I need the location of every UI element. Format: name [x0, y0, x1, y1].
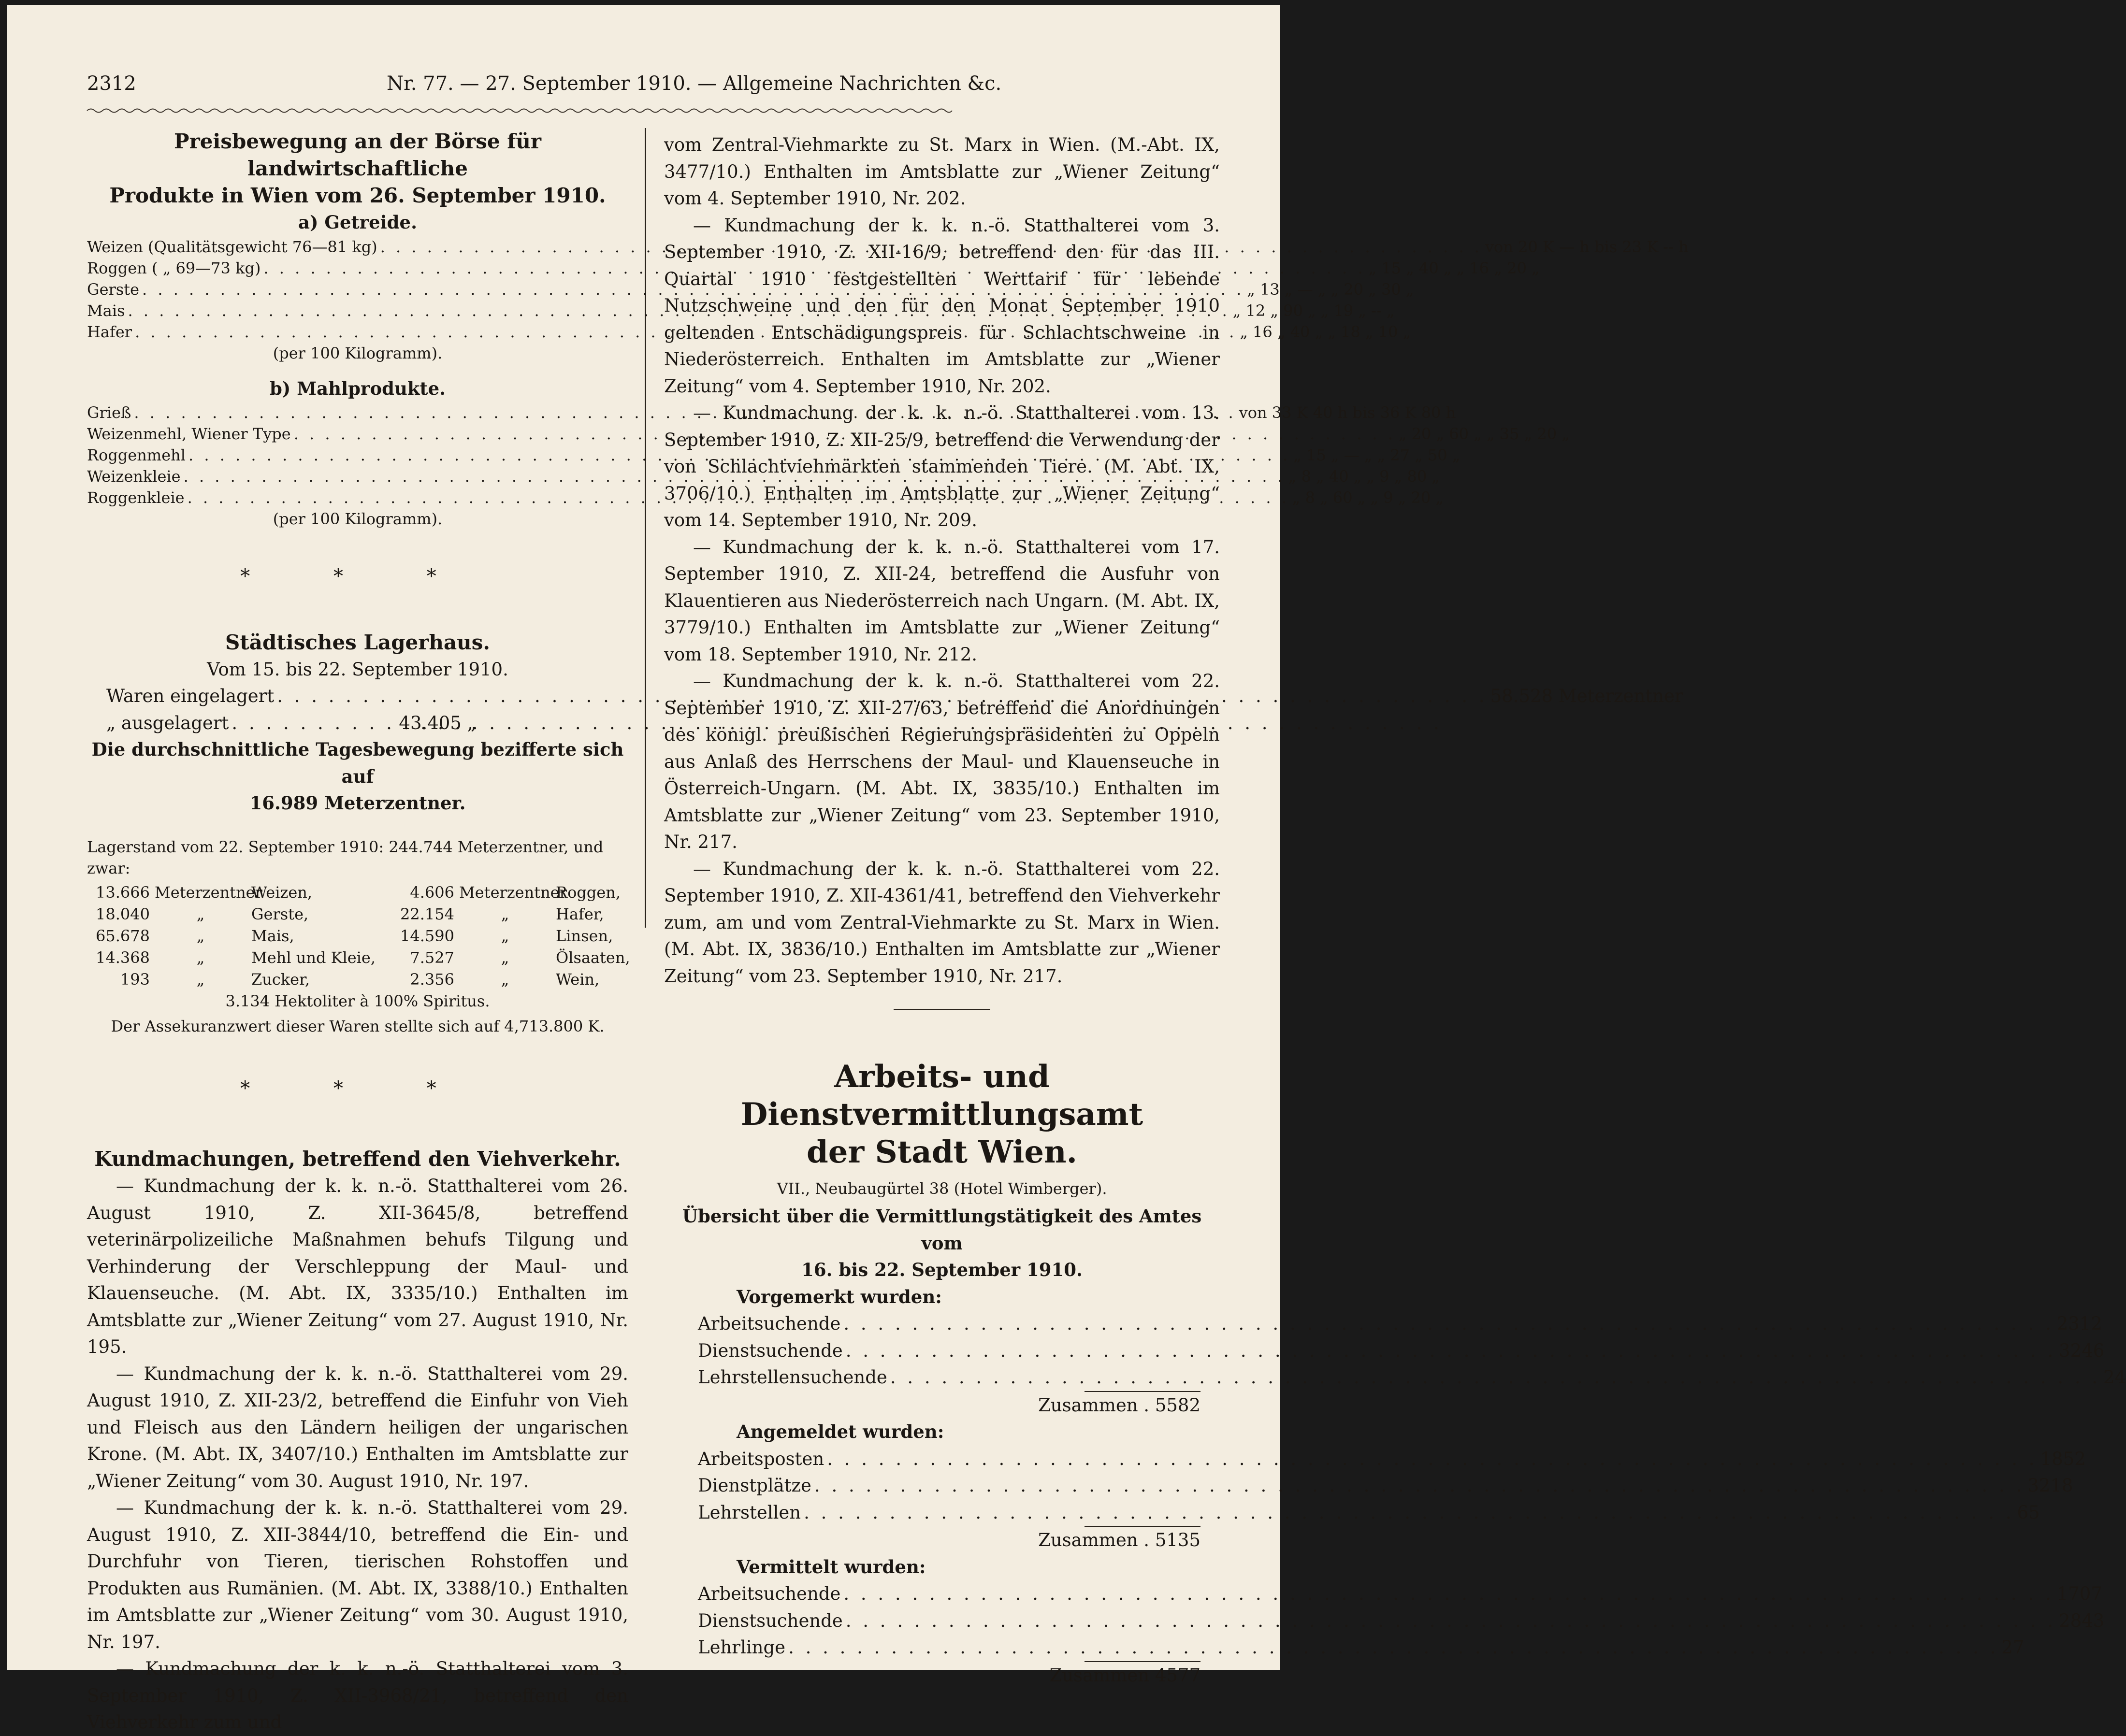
- vieh-paragraphs-right: [664, 131, 1220, 990]
- overview-line1: Übersicht über die Vermittlungstätigkeit des Amtes vom: [682, 1205, 1202, 1254]
- list-item: [87, 487, 1444, 508]
- table-cell: 22.154: [400, 904, 454, 923]
- lagerhaus-period: Vom 15. bis 22. September 1910.: [207, 659, 508, 680]
- amt-group: [698, 1284, 2126, 1419]
- item-value: 3218: [2027, 1475, 2073, 1496]
- table-cell: 4.606: [410, 883, 454, 902]
- list-item: [698, 1580, 2102, 1607]
- lagerhaus-title: Städtisches Lagerhaus.: [225, 630, 490, 654]
- table-cell: Zucker,: [251, 970, 310, 989]
- list-item: [87, 423, 1570, 445]
- item-value: „ 15 „ — „ „ 27 „ 50 „: [1293, 446, 1461, 464]
- table-cell: Mais,: [251, 926, 294, 945]
- table-cell: Wein,: [556, 970, 600, 989]
- item-label: Roggenkleie: [87, 488, 185, 507]
- table-cell: Weizen,: [251, 883, 313, 902]
- item-label: Dienstsuchende: [698, 1610, 843, 1631]
- amt-groups: [664, 1284, 2126, 1689]
- item-label: Roggen ( „ 69—73 kg): [87, 258, 261, 277]
- list-item: [698, 1634, 2025, 1661]
- amt-group: [698, 1554, 2105, 1689]
- item-value: 1852: [2040, 1448, 2086, 1469]
- paragraph: — Kundmachung der k. k. n.-ö. Statthalterei vom 3. September 1910, Z. XII-16/9, betreffend den für das III. Quartal 1910 festgestellten Werttarif für lebende Nutzschweine und den für den Monat September 1910 geltenden Entschädigungspreis für Schlachtschweine in Niederösterreich. Enthalten im Amtsblatte zur „Wiener Zeitung“ vom 4. September 1910, Nr. 202.: [664, 215, 1220, 397]
- paragraph: — Kundmachung der k. k. n.-ö. Statthalterei vom 26. August 1910, Z. XII-3645/8, betreffend veterinärpolizeiliche Maßnahmen behufs Tilgung und Verhinderung der Verschleppung der Maul- und Klauenseuche. (M. Abt. IX, 3335/10.) Enthalten im Amtsblatte zur „Wiener Zeitung“ vom 27. August 1910, Nr. 195.: [87, 1176, 628, 1357]
- table-cell: „: [501, 926, 509, 945]
- page-header: [87, 72, 1246, 101]
- boerse-sub-b: b) Mahlprodukte.: [269, 377, 446, 399]
- table-cell: „: [501, 970, 509, 989]
- item-value: „ 13 „ — „ „ 20 „ 30 „: [1247, 280, 1414, 299]
- item-label: Weizen (Qualitätsgewicht 76—81 kg): [87, 237, 377, 256]
- item-value: 1707: [2056, 1583, 2102, 1604]
- table-cell: Meterzentner: [155, 883, 262, 902]
- item-label: Weizenkleie: [87, 467, 181, 486]
- group-heading: Vermittelt wurden:: [737, 1556, 926, 1578]
- table-cell: Linsen,: [556, 926, 613, 945]
- item-value: „ 15 „ 40 „ „ 16 „ 20 „: [1368, 258, 1540, 277]
- item-label: Lehrstellen: [698, 1502, 801, 1523]
- amt-address: VII., Neubaugürtel 38 (Hotel Wimberger).: [777, 1179, 1107, 1198]
- table-cell: 193: [120, 970, 150, 989]
- spiritus-line: 3.134 Hektoliter à 100% Spiritus.: [225, 991, 490, 1010]
- table-cell: 18.040: [96, 904, 150, 923]
- table-cell: „: [501, 904, 509, 923]
- paragraph: — Kundmachung der k. k. n.-ö. Statthalterei vom 13. September 1910, Z. XII-25/9, betreffend die Verwendung der von Schlachtviehmärkten stammenden Tiere. (M. Abt. IX, 3706/10.) Enthalten im Amtsblatte zur „Wiener Zeitung“ vom 14. September 1910, Nr. 209.: [664, 402, 1220, 531]
- list-item: [698, 1364, 2126, 1391]
- list-item: [87, 279, 1414, 300]
- group-total: Zusammen . 5135: [1038, 1530, 1200, 1550]
- boerse-title-line2: Produkte in Wien vom 26. September 1910.: [109, 184, 606, 207]
- list-item: [698, 1310, 2102, 1337]
- item-value: 24: [2103, 1367, 2126, 1388]
- list-item: [698, 1499, 2040, 1526]
- item-value: „ 8 „ 40 „ „ 9 „ 80 „: [1288, 467, 1440, 486]
- item-value: 2312: [2056, 1313, 2102, 1334]
- table-cell: 7.527: [410, 948, 454, 967]
- vieh-paragraphs-left: [87, 1173, 628, 1736]
- paragraph: — Kundmachung der k. k. n.-ö. Statthalterei vom 29. August 1910, Z. XII-23/2, betreffend die Einfuhr von Vieh und Fleisch aus den Ländern heiligen der ungarischen Krone. (M. Abt. IX, 3407/10.) Enthalten im Amtsblatte zur „Wiener Zeitung“ vom 30. August 1910, Nr. 197.: [87, 1363, 628, 1492]
- item-label: Arbeitsuchende: [698, 1313, 841, 1334]
- table-cell: Gerste,: [251, 904, 309, 923]
- group-heading: Angemeldet wurden:: [737, 1421, 944, 1442]
- item-label: Grieß: [87, 403, 131, 422]
- header-wavy-rule: [87, 107, 952, 114]
- avg-line1: Die durchschnittliche Tagesbewegung bezifferte sich auf: [91, 739, 624, 787]
- item-value: 65: [2017, 1502, 2040, 1523]
- table-cell: Ölsaaten,: [556, 948, 630, 967]
- item-label: Gerste: [87, 280, 140, 299]
- overview-line2: 16. bis 22. September 1910.: [801, 1259, 1083, 1280]
- list-item: [87, 236, 1689, 258]
- item-value: 2843: [2059, 1610, 2105, 1631]
- paragraph: vom Zentral-Viehmarkte zu St. Marx in Wien. (M.-Abt. IX, 3477/10.) Enthalten im Amtsblatte zur „Wiener Zeitung“ vom 4. September 1910, Nr. 202.: [664, 134, 1220, 209]
- item-label: Arbeitsuchende: [698, 1583, 841, 1604]
- group-total: Zusammen 4577: [1049, 1664, 1200, 1686]
- item-label: Waren eingelagert: [106, 686, 275, 706]
- per-unit-a: (per 100 Kilogramm).: [273, 344, 443, 362]
- item-label: Mais: [87, 301, 125, 320]
- item-label: Roggenmehl: [87, 446, 186, 464]
- list-item: [698, 1337, 2105, 1364]
- assekuranz-line: Der Assekuranzwert dieser Waren stellte sich auf 4,713.800 K.: [111, 1017, 605, 1035]
- table-cell: 14.590: [400, 926, 454, 945]
- newspaper-page: [7, 5, 2126, 1733]
- item-value: „ 12 „ 90 „ „ 19 „ -- „: [1232, 301, 1395, 320]
- table-cell: „: [196, 948, 205, 967]
- lagerstand: Lagerstand vom 22. September 1910: 244.744 Meterzentner, und zwar:: [87, 837, 604, 877]
- lagerstand-table: [87, 882, 628, 990]
- list-item: [87, 445, 1461, 466]
- list-item: [87, 258, 1540, 279]
- header-title: Nr. 77. — 27. September 1910. — Allgemeine Nachrichten &c.: [387, 72, 1002, 95]
- item-label: Lehrstellensuchende: [698, 1367, 887, 1388]
- item-label: „ ausgelagert: [106, 712, 229, 733]
- item-value: 27: [2001, 1637, 2025, 1658]
- item-value: 43.405 „: [399, 712, 477, 733]
- page-number: 2312: [87, 72, 136, 95]
- paragraph: — Kundmachung der k. k. n.-ö. Statthalterei vom 22. September 1910, Z. XII-27/63, betreffend die Anordnungen des königl. preußischen Regierungspräsidenten zu Oppeln aus Anlaß des Herrschens der Maul- und Klauenseuche in Österreich-Ungarn. (M. Abt. IX, 3835/10.) Enthalten im Amtsblatte zur „Wiener Zeitung“ vom 23. September 1910, Nr. 217.: [664, 671, 1220, 852]
- amt-group: [698, 1419, 2086, 1554]
- section-stars: * * *: [240, 565, 475, 588]
- table-cell: Meterzentner: [459, 883, 567, 902]
- paragraph: — Kundmachung der k. k. n.-ö. Statthalterei vom 22. September 1910, Z. XII-4361/41, betreffend den Viehverkehr zum, am und vom Zentral-Viehmarkte zu St. Marx in Wien. (M. Abt. IX, 3836/10.) Enthalten im Amtsblatte zur „Wiener Zeitung“ vom 23. September 1910, Nr. 217.: [664, 858, 1220, 987]
- lagerhaus-rows: [87, 683, 1683, 736]
- list-item: [87, 466, 1440, 487]
- table-cell: 2.356: [410, 970, 454, 989]
- amt-title-line2: der Stadt Wien.: [807, 1134, 1077, 1170]
- vieh-title: Kundmachungen, betreffend den Viehverkehr.: [94, 1147, 621, 1171]
- item-value: „ 8 „ 60 „ „ 9 „ 20 „: [1292, 488, 1444, 507]
- table-cell: „: [196, 970, 205, 989]
- item-value: „ 20 „ 60 „ „ 35 „ 20 „: [1398, 425, 1570, 443]
- item-value: 58.528 Meterzentner: [1490, 686, 1683, 706]
- item-label: Hafer: [87, 322, 132, 341]
- list-item: [698, 1472, 2073, 1499]
- boerse-title-line1: Preisbewegung an der Börse für landwirtschaftliche: [174, 129, 541, 180]
- table-cell: 13.666: [96, 883, 150, 902]
- list-item: [106, 710, 628, 737]
- table-cell: Hafer,: [556, 904, 604, 923]
- item-value: 3246: [2059, 1340, 2105, 1361]
- item-label: Arbeitsposten: [698, 1448, 824, 1469]
- table-cell: „: [196, 904, 205, 923]
- amt-title-line1: Arbeits- und Dienstvermittlungsamt: [740, 1059, 1143, 1133]
- list-item: [87, 402, 1456, 423]
- table-cell: „: [196, 926, 205, 945]
- item-value: von 20 K — h bis 23 K -- h: [1485, 237, 1689, 256]
- list-item: [698, 1607, 2105, 1635]
- list-item: [87, 321, 1411, 343]
- paragraph: — Kundmachung der k. k. n.-ö. Statthalterei vom 29. August 1910, Z. XII-3844/10, betreffend die Ein- und Durchfuhr von Tieren, tierischen Rohstoffen und Produkten aus Rumänien. (M. Abt. IX, 3388/10.) Enthalten im Amtsblatte zur „Wiener Zeitung“ vom 30. August 1910, Nr. 197.: [87, 1497, 628, 1652]
- list-item: [106, 683, 1683, 710]
- section-stars-2: * * *: [240, 1077, 475, 1100]
- item-label: Dienstplätze: [698, 1475, 811, 1496]
- table-cell: „: [501, 948, 509, 967]
- table-cell: Mehl und Kleie,: [251, 948, 376, 967]
- section-rule: [894, 1009, 990, 1010]
- paragraph: — Kundmachung der k. k. n.-ö. Statthalterei vom 17. September 1910, Z. XII-24, betreffend die Ausfuhr von Klauentieren aus Niederösterreich nach Ungarn. (M. Abt. IX, 3779/10.) Enthalten im Amtsblatte zur „Wiener Zeitung“ vom 18. September 1910, Nr. 212.: [664, 536, 1220, 665]
- item-value: „ 16 „ 40 „ „ 18 „ 10 „: [1240, 322, 1411, 341]
- per-unit-b: (per 100 Kilogramm).: [273, 510, 443, 528]
- item-label: Dienstsuchende: [698, 1340, 843, 1361]
- item-label: Weizenmehl, Wiener Type: [87, 425, 291, 443]
- boerse-sub-a: a) Getreide.: [298, 212, 417, 233]
- list-item: [87, 300, 1395, 321]
- item-value: von 33 K 40 h bis 36 K 80 h: [1239, 403, 1456, 422]
- table-cell: Roggen,: [556, 883, 621, 902]
- paragraph: — Kundmachung der k. k. n.-ö. Statthalterei vom 3. September 1910, Z. XII-3968/21, betreffend den Viehverkehr zum und: [87, 1658, 628, 1733]
- list-item: [698, 1446, 2086, 1473]
- group-total: Zusammen . 5582: [1038, 1394, 1200, 1416]
- table-cell: 65.678: [96, 926, 150, 945]
- table-cell: 14.368: [96, 948, 150, 967]
- item-label: Lehrlinge: [698, 1637, 786, 1658]
- avg-line2: 16.989 Meterzentner.: [249, 792, 466, 814]
- group-heading: Vorgemerkt wurden:: [737, 1286, 942, 1307]
